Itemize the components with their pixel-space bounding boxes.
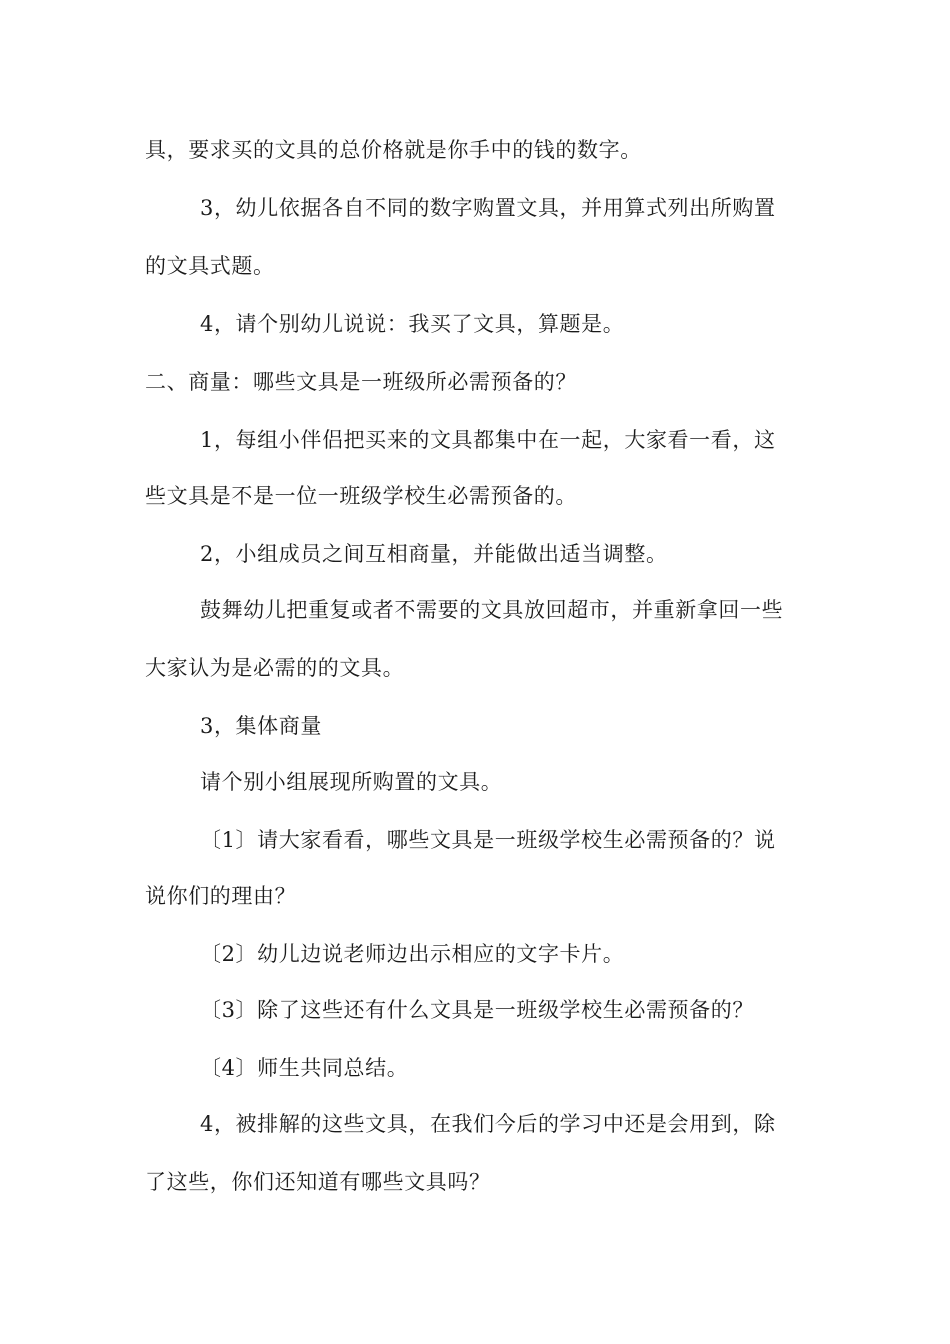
paragraph-line: 〔2〕幼儿边说老师边出示相应的文字卡片。 (200, 942, 625, 966)
paragraph-line: 4，被排解的这些文具，在我们今后的学习中还是会用到，除 (200, 1112, 776, 1136)
paragraph-line: 3，幼儿依据各自不同的数字购置文具，并用算式列出所购置 (200, 196, 776, 220)
paragraph-line: 鼓舞幼儿把重复或者不需要的文具放回超市，并重新拿回一些 (200, 598, 784, 622)
paragraph-line: 请个别小组展现所购置的文具。 (200, 770, 503, 794)
paragraph-line: 4，请个别幼儿说说：我买了文具，算题是。 (200, 312, 625, 336)
paragraph-line: 大家认为是必需的的文具。 (145, 656, 405, 680)
paragraph-line: 1，每组小伴侣把买来的文具都集中在一起，大家看一看，这 (200, 428, 776, 452)
paragraph-line: 了这些，你们还知道有哪些文具吗？ (145, 1170, 491, 1194)
paragraph-line: 3，集体商量 (200, 714, 322, 738)
paragraph-line: 具，要求买的文具的总价格就是你手中的钱的数字。 (145, 138, 642, 162)
paragraph-line: 些文具是不是一位一班级学校生必需预备的。 (145, 484, 577, 508)
section-heading: 二、商量：哪些文具是一班级所必需预备的？ (145, 370, 577, 394)
paragraph-line: 〔1〕请大家看看，哪些文具是一班级学校生必需预备的？说 (200, 828, 776, 852)
paragraph-line: 〔3〕除了这些还有什么文具是一班级学校生必需预备的？ (200, 998, 754, 1022)
paragraph-line: 说你们的理由？ (145, 884, 297, 908)
paragraph-line: 的文具式题。 (145, 254, 275, 278)
paragraph-line: 2，小组成员之间互相商量，并能做出适当调整。 (200, 542, 668, 566)
paragraph-line: 〔4〕师生共同总结。 (200, 1056, 409, 1080)
